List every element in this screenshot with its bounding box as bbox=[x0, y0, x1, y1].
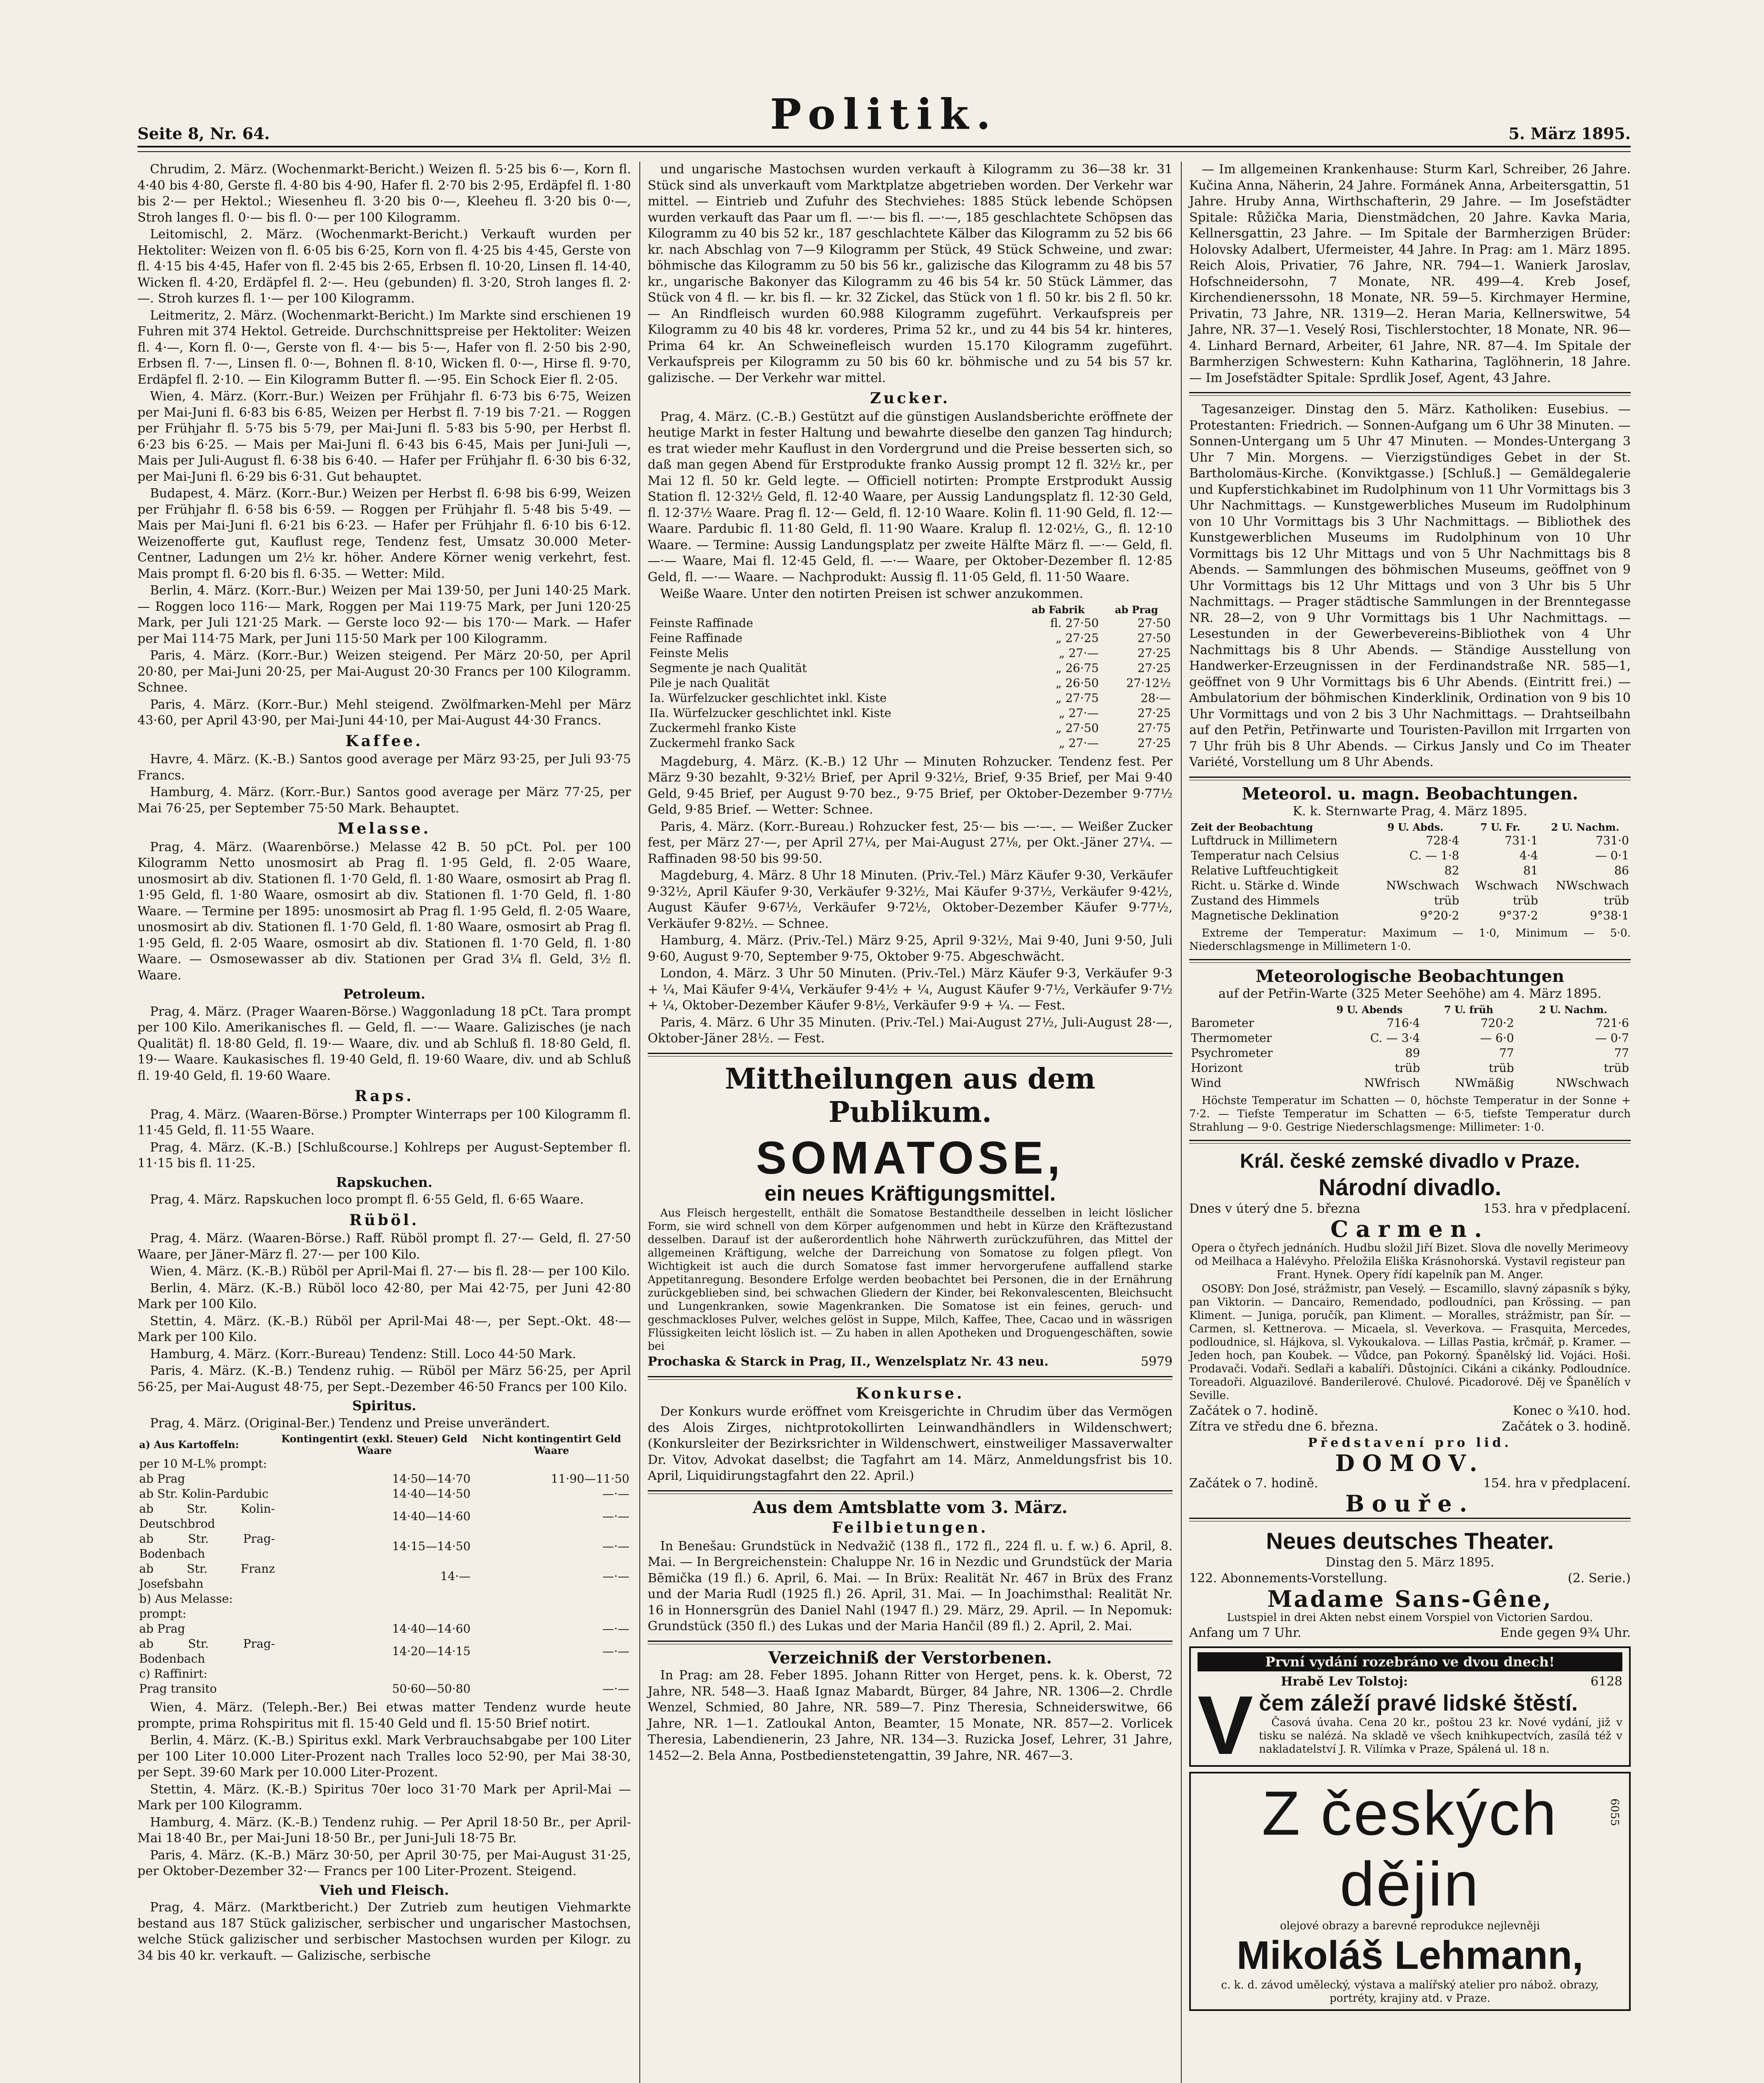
theater-num: 153. hra v předplacení. bbox=[1483, 1201, 1631, 1216]
play-title-domov: DOMOV. bbox=[1335, 1450, 1485, 1476]
section-heading-kaffee: Kaffee. bbox=[345, 732, 423, 750]
ad-somatose-text: Aus Fleisch hergestellt, enthält die Somatose Bestandtheile desselben in leicht löslicher Form, sie wird schnell von dem Körper aufgenommen und hebt in Kürze den Kräftezustand desselben. Darauf ist der außerordentlich hohe Nährwerth zurückzuführen, das Mittel der allgemeinen Kräftigung, welche der Darreichung von Somatose zu folgen pflegt. Von Wichtigkeit ist auch die durch Somatose fast immer hervorgerufene auffallend starke Appetitanregung. Besondere Erfolge werden beobachtet bei Personen, die in der Ernährung zurückgeblieben sind, bei schwachen Gliedern der Kinder, bei Rekonvalescenten, Bleichsucht und Lungenkranken, sowie Magenkranken. Die Somatose ist ein feines, geruch- und geschmackloses Pulver, welches gelöst in Suppe, Milch, Kaffee, Thee, Cacao und in wässrigen Flüssigkeiten leicht löslich ist. — Zu haben in allen Apotheken und Droguengeschäften, sowie bei bbox=[648, 1207, 1173, 1353]
spiritus-c-label: c) Raffinirt: bbox=[139, 1667, 207, 1681]
ndt-description: Lustspiel in drei Akten nebst einem Vorspiel von Victorien Sardou. bbox=[1227, 1611, 1593, 1624]
row-k: 14·50—14·70 bbox=[392, 1472, 471, 1486]
theater-national-title: Král. české zemské divadlo v Praze. bbox=[1240, 1150, 1580, 1172]
ad-number: 6128 bbox=[1590, 1674, 1622, 1689]
cell: Magnetische Deklination bbox=[1191, 908, 1339, 922]
divider bbox=[1189, 959, 1631, 963]
cell: C. — 3·4 bbox=[1370, 1031, 1420, 1045]
table-row bbox=[137, 1681, 631, 1696]
theater-national-subtitle: Národní divadlo. bbox=[1318, 1174, 1502, 1200]
ad-tolstoj-text: Časová úvaha. Cena 20 kr., poštou 23 kr. Nové vydání, již v tisku se nalézá. Na skladě ve všech knihkupectvích, zasílá též v nakladatelství J. R. Vilímka v Praze, Spálená ul. 18 n. bbox=[1259, 1716, 1622, 1756]
market-report: Budapest, 4. März. (Korr.-Bur.) Weizen per Herbst fl. 6·98 bis 6·99, Weizen per Frühjahr fl. 6·58 bis 6·59. — Roggen per Frühjahr fl. 5·48 bis 5·49. — Mais per Mai-Juni fl. 6·21 bis 6·23. — Hafer per Frühjahr fl. 6·10 bis 6·12. Weizenofferte gut, Kauflust rege, Tendenz fest, Umsatz 30.000 Meter-Centner, Ladungen um 2½ kr. höher. Andere Körner wenig verkehrt, fest. Mais prompt fl. 6·20 bis fl. 6·35. — Wetter: Mild. bbox=[137, 486, 631, 581]
cell: 9°38·1 bbox=[1589, 908, 1629, 922]
section-heading-konkurse: Konkurse. bbox=[856, 1384, 965, 1402]
market-report: und ungarische Mastochsen wurden verkauft à Kilogramm zu 36—38 kr. 31 Stück sind als unverkauft vom Marktplatze abgetrieben worden. Der Verkehr war mittel. — Eintrieb und Zufuhr des Stechviehes: 1885 Stück lebende Schöpsen wurden verkauft das Paar um fl. —·— bis fl. —·—, 185 geschlachtete Schöpsen das Kilogramm zu 40 bis 52 kr., 187 geschlachtete Kälber das Kilogramm zu 52 bis 66 kr. nach Abschlag von 7—9 Kilogramm per Stück, 49 Stück Schweine, und zwar: böhmische das Kilogramm zu 50 bis 56 kr., galizische das Kilogramm zu 48 bis 57 kr., ungarische Bakonyer das Kilogramm zu 46 bis 54 kr. 50 Stück Lämmer, das Stück von 4 fl. — kr. bis fl. — kr. 32 Zickel, das Stück von 1 fl. 50 kr. bis 2 fl. 50 kr. — An Rindfleisch wurden 60.988 Kilogramm zugeführt. Verkaufspreis per Kilogramm zu 40 bis 48 kr. vorderes, Prima 52 kr., und zu 44 bis 54 kr. hinteres, Prima 64 kr. An Schweinefleisch wurden 15.170 Kilogramm zugeführt. Verkaufspreis per Kilogramm zu 50 bis 60 kr. böhmische und zu 54 bis 57 kr. galizische. — Der Verkehr war mittel. bbox=[648, 162, 1173, 385]
market-report: Wien, 4. März. (K.-B.) Rüböl per April-Mai fl. 27·— bis fl. 28·— per 100 Kilo. bbox=[150, 1264, 630, 1279]
cell: 9°37·2 bbox=[1499, 908, 1538, 922]
market-report: Berlin, 4. März. (K.-B.) Rüböl loco 42·80, per Mai 42·75, per Juni 42·80 Mark per 100 Kilo. bbox=[137, 1281, 631, 1311]
row-a: „ 26·75 bbox=[1055, 661, 1099, 675]
cell: — 0·1 bbox=[1595, 848, 1629, 862]
table-row bbox=[1189, 1031, 1631, 1046]
spiritus-header-k: Kontingentirt (exkl. Steuer) Geld Waare bbox=[281, 1433, 468, 1456]
market-report: Stettin, 4. März. (K.-B.) Spiritus 70er loco 31·70 Mark per April-Mai — Mark per 100 Kilogramm. bbox=[137, 1782, 631, 1813]
page-header bbox=[137, 90, 1631, 152]
market-report: Leitmeritz, 2. März. (Wochenmarkt-Bericht.) Im Markte sind erschienen 19 Fuhren mit 374 Hektol. Getreide. Durchschnittspreise per Hektoliter: Weizen fl. 4·—, Korn fl. 0·—, Gerste von fl. 4·— bis 5·—, Hafer von fl. 2·50 bis 2·90, Erbsen fl. 7·—, Linsen fl. 0·—, Bohnen fl. 8·10, Wicken fl. 0·—, Hirse fl. 9·70, Erdäpfel fl. 2·10. — Ein Kilogramm Butter fl. —·95. Ein Schock Eier fl. 2·05. bbox=[137, 308, 631, 387]
ad-tolstoj-initial: V bbox=[1198, 1690, 1253, 1761]
market-report: Prag, 4. März. (Prager Waaren-Börse.) Waggonladung 18 pCt. Tara prompt per 100 Kilo. Amerikanisches fl. — Geld, fl. —·— Waare. Galizisches (je nach Qualität) fl. 18·80 Geld, fl. 19·— Waare, div. und ab Schluß fl. 18·80 Geld, fl. 19·— Waare. Kaukasisches fl. 19·40 Geld, fl. 19·60 Waare, div. und ab Schluß fl. 19·40 Geld, fl. 19·60 Waare. bbox=[137, 1004, 631, 1083]
domov-num: 154. hra v předplacení. bbox=[1483, 1476, 1631, 1491]
ad-tolstoj-banner: První vydání rozebráno ve dvou dnech! bbox=[1198, 1652, 1622, 1672]
cell: 721·6 bbox=[1595, 1016, 1629, 1030]
row-name: ab Str. Franz Josefsbahn bbox=[139, 1562, 275, 1591]
market-report: Prag, 4. März. (Waaren-Börse.) Raff. Rüböl prompt fl. 27·— Geld, fl. 27·50 Waare, per Jäner-März fl. 27·— per 100 Kilo. bbox=[137, 1231, 631, 1262]
market-report: Paris, 4. März. (Korr.-Bureau.) Rohzucker fest, 25·— bis —·—. — Weißer Zucker fest, per März 27·—, per April 27¼, per Mai-August 27⅛, per Okt.-Jäner 27¼. — Raffinaden 98·50 bis 99·50. bbox=[648, 819, 1173, 866]
column-1 bbox=[137, 162, 631, 1965]
ndt-date: Dinstag den 5. März 1895. bbox=[1325, 1555, 1495, 1570]
row-b: 27·75 bbox=[1137, 721, 1171, 735]
play-description: Opera o čtyřech jednáních. Hudbu složil Jiří Bizet. Slova dle novelly Merimeovy od Meilhaca a Halévyho. Přeložila Eliška Krásnohorská. Vystavil registeur pan Frant. Hynek. Opery řídí kapelník pan M. Anger. bbox=[1191, 1241, 1629, 1281]
ad-somatose-firm: Prochaska & Starck in Prag, II., Wenzelsplatz Nr. 43 neu. bbox=[648, 1354, 1049, 1369]
meteo2-subtitle: auf der Petřin-Warte (325 Meter Seehöhe) am 4. März 1895. bbox=[1218, 987, 1602, 1001]
play-end: Konec o ³⁄₄10. hod. bbox=[1512, 1403, 1631, 1418]
table-row bbox=[648, 676, 1173, 691]
page-date: 5. März 1895. bbox=[1508, 124, 1631, 143]
row-name: Zuckermehl franko Sack bbox=[649, 736, 795, 750]
row-k: 14·15—14·50 bbox=[392, 1539, 471, 1553]
market-report: Prag, 4. März. (Marktbericht.) Der Zutrieb zum heutigen Viehmarkte bestand aus 187 Stück galizischer, serbischer und ungarischer Mastochsen, welche Stück galizischer und serbischer Mastochsen wurden per Kilogr. zu 34 bis 40 kr. verkauft. — Galizische, serbische bbox=[137, 1900, 631, 1963]
domov-row bbox=[1189, 1476, 1631, 1492]
table-row bbox=[1189, 1061, 1631, 1076]
row-a: „ 27·— bbox=[1058, 646, 1099, 660]
market-report: Prag, 4. März. Rapskuchen loco prompt fl. 6·55 Geld, fl. 6·65 Waare. bbox=[150, 1192, 584, 1207]
row-name: ab Prag bbox=[139, 1472, 185, 1486]
next-play-date: Zítra ve středu dne 6. března. bbox=[1189, 1419, 1378, 1434]
row-a: „ 27·— bbox=[1058, 706, 1099, 720]
section-heading-verstorbene: Verzeichniß der Verstorbenen. bbox=[768, 1648, 1052, 1668]
cell: Temperatur nach Celsius bbox=[1191, 848, 1339, 862]
divider bbox=[1189, 777, 1631, 780]
divider bbox=[648, 1053, 1173, 1056]
market-report: Prag, 4. März. (K.-B.) [Schlußcourse.] Kohlreps per August-September fl. 11·15 bis fl. 11·25. bbox=[137, 1140, 631, 1171]
table-row bbox=[648, 646, 1173, 661]
meteo2-title: Meteorologische Beobachtungen bbox=[1255, 966, 1564, 986]
ad-lehmann-name: Mikoláš Lehmann, bbox=[1236, 1933, 1584, 1978]
row-name: Feinste Melis bbox=[649, 646, 729, 660]
row-a: „ 27·75 bbox=[1055, 691, 1099, 705]
theater-ndt-title: Neues deutsches Theater. bbox=[1266, 1527, 1554, 1554]
ndt-serie: (2. Serie.) bbox=[1567, 1571, 1631, 1586]
ad-somatose-title: SOMATOSE, bbox=[756, 1132, 1064, 1184]
row-b: 27·25 bbox=[1137, 706, 1171, 720]
market-report: Chrudim, 2. März. (Wochenmarkt-Bericht.) Weizen fl. 5·25 bis 6·—, Korn fl. 4·40 bis 4·80, Gerste fl. 4·80 bis 4·90, Hafer fl. 2·70 bis 2·95, Erdäpfel fl. 1·80 bis 2·— per Hektol.; Wiesenheu fl. 3·20 bis 0·—, Kleeheu fl. 3·20 bis 0·—, Stroh langes fl. 0·— bis fl. 0·— per 100 Kilogramm. bbox=[137, 162, 631, 225]
row-b: 27·25 bbox=[1137, 646, 1171, 660]
row-n: —·— bbox=[602, 1509, 629, 1523]
col-header: 7 U. Fr. bbox=[1480, 821, 1520, 833]
market-report: Berlin, 4. März. (K.-B.) Spiritus exkl. Mark Verbrauchsabgabe per 100 Liter per 100 Liter 10.000 Liter-Prozent nach Tralles loco 52·90, per Mai 38·30, per Sept. 39·60 Mark per 10.000 Liter-Prozent. bbox=[137, 1733, 631, 1780]
cell: Zustand des Himmels bbox=[1191, 893, 1320, 907]
market-report: Stettin, 4. März. (K.-B.) Rüböl per April-Mai 48·—, per Sept.-Okt. 48·— Mark per 100 Kilo. bbox=[137, 1314, 631, 1344]
play-cast: OSOBY: Don José, strážmistr, pan Veselý. — Escamillo, slavný zápasník s býky, pan Viktorin. — Dancairo, Remendado, podloudníci, pan Krössing. — pan Kliment. — Juniga, poručík, pan Kliment. — Moralles, strážmistr, pan Šír. — Carmen, sl. Kettnerova. — Micaela, sl. Veverkova. — Frasquita, Mercedes, podloudnice, sl. Hájkova, sl. Vykoukalova. — Lillas Pastia, krčmář, p. Kramer. — Jeden hoch, pan Koubek. — Vůdce, pan Pokorný. Španělský lid. Vojáci. Hoši. Prodavači. Vodaři. Sedlaři a kabalíři. Důstojníci. Cikáni a cikánky. Podloudníce. Toreadoři. Alguazilové. Banderilerové. Chulové. Picadorové. Děj ve Španělích v Seville. bbox=[1189, 1282, 1631, 1402]
table-row bbox=[1189, 1076, 1631, 1091]
spiritus-table bbox=[137, 1433, 631, 1696]
cell: Wschwach bbox=[1475, 878, 1538, 892]
page-title: Politik. bbox=[770, 90, 998, 139]
ndt-end: Ende gegen 9¾ Uhr. bbox=[1500, 1626, 1631, 1640]
market-report: Wien, 4. März. (Korr.-Bur.) Weizen per Frühjahr fl. 6·73 bis 6·75, Weizen per Mai-Juni fl. 6·83 bis 6·85, Weizen per Herbst fl. 7·19 bis 7·21. — Roggen per Frühjahr fl. 5·75 bis 5·79, per Mai-Juni fl. 5·83 bis 5·90, per Herbst fl. 6·23 bis 6·25. — Mais per Mai-Juni fl. 6·43 bis 6·45, Mais per Juni-Juli —, Mais per Juli-August fl. 6·38 bis 6·40. — Hafer per Frühjahr fl. 6·30 bis 6·32, per Mai-Juni fl. 6·29 bis 6·31. Gut behauptet. bbox=[137, 389, 631, 484]
market-report: Prag, 4. März. (Waaren-Börse.) Prompter Winterraps per 100 Kilogramm fl. 11·45 Geld, fl. 11·55 Waare. bbox=[137, 1107, 631, 1138]
market-report: London, 4. März. 3 Uhr 50 Minuten. (Priv.-Tel.) März Käufer 9·3, Verkäufer 9·3 + ¼, Mai Käufer 9·4¼, Verkäufer 9·4½ + ¼, August Käufer 9·7½, Verkäufer 9·7½ + ¼, Oktober-Dezember Käufer 9·8½, Verkäufer 9·9 + ¼. — Fest. bbox=[648, 966, 1173, 1013]
cell: 82 bbox=[1444, 863, 1460, 877]
table-row bbox=[137, 1486, 631, 1501]
col-header: 9 U. Abends bbox=[1336, 1003, 1403, 1016]
cell: Wind bbox=[1191, 1076, 1222, 1090]
row-a: „ 27·25 bbox=[1055, 631, 1099, 645]
row-b: 27·50 bbox=[1137, 631, 1171, 645]
row-n: —·— bbox=[602, 1682, 629, 1696]
table-row bbox=[648, 691, 1173, 706]
section-heading-mittheilungen: Mittheilungen aus dem Publikum. bbox=[725, 1062, 1095, 1129]
ad-lehmann bbox=[1189, 1772, 1631, 2011]
ad-lehmann-footer: c. k. d. závod umělecký, výstava a malířský atelier pro nábož. obrazy, portréty, krajiny atd. v Praze. bbox=[1221, 1978, 1599, 2005]
section-heading-melasse: Melasse. bbox=[337, 820, 431, 837]
meteo2-extra: Höchste Temperatur im Schatten — 0, höchste Temperatur in der Sonne + 7·2. — Tiefste Temperatur im Schatten — 6·5, tiefste Temperatur durch Strahlung — 9·0. Gestrige Niederschlagsmenge: Millimeter: 1·0. bbox=[1189, 1094, 1631, 1134]
theater-national-date-row bbox=[1189, 1201, 1631, 1217]
row-k: 14·— bbox=[440, 1569, 471, 1583]
table-row bbox=[137, 1621, 631, 1636]
row-b: 27·25 bbox=[1137, 736, 1171, 750]
cell: 89 bbox=[1405, 1046, 1420, 1060]
market-report: Magdeburg, 4. März. (K.-B.) 12 Uhr — Minuten Rohzucker. Tendenz fest. Per März 9·30 bezahlt, 9·32½ Brief, per April 9·32½, Brief, 9·35 Brief, per Mai 9·40 Geld, 9·45 Brief, per August 9·70 bez., 9·75 Brief, per Oktober-Dezember 9·77½ Geld, 9·85 Brief. — Wetter: Schnee. bbox=[648, 754, 1173, 817]
cell: trüb bbox=[1512, 893, 1538, 907]
cell: 728·4 bbox=[1426, 833, 1460, 847]
col-header: 7 U. früh bbox=[1444, 1003, 1494, 1016]
row-a: fl. 27·50 bbox=[1050, 616, 1099, 630]
row-n: —·— bbox=[602, 1487, 629, 1501]
tagesanzeiger: Tagesanzeiger. Dinstag den 5. März. Katholiken: Eusebius. — Protestanten: Friedrich. — Sonnen-Aufgang um 6 Uhr 38 Minuten. — Sonnen-Untergang um 5 Uhr 47 Minuten. — Mondes-Untergang 3 Uhr 7 Min. Morgens. — Vierzigstündiges Gebet in der St. Bartholomäus-Kirche. (Konviktgasse.) [Schluß.] — Gemäldegalerie und Kupferstichkabinet im Rudolphinum von 11 Uhr Vormittags bis 3 Uhr Nachmittags. — Kunstgewerbliches Museum im Rudolphinum von 10 Uhr Vormittags bis 3 Uhr Nachmittags. — Bibliothek des Kunstgewerblichen Museums im Rudolphinum von 10 Uhr Vormittags bis 12 Uhr Mittags und von 5 Uhr Nachmittags bis 8 Abends. — Sammlungen des böhmischen Museums, geöffnet von 9 Uhr Vormittags bis 12 Uhr Mittags und von 3 Uhr bis 5 Uhr Nachmittags. — Prager städtische Sammlungen in der Brenntegasse NR. 28—2, von 9 Uhr Vormittags bis 1 Uhr Nachmittags. — Lesestunden in der Gewerbevereins-Bibliothek von 4 Uhr Nachmittags bis 8 Uhr Abends. — Ständige Ausstellung von Handwerker-Erzeugnissen in der Ferdinandstraße NR. 585—1, geöffnet von 9 Uhr Vormittags bis 6 Uhr Abends. (Eintritt frei.) — Ambulatorium der böhmischen Kinderklinik, Ordination von 9 bis 10 Uhr Vormittags und von 2 bis 3 Uhr Nachmittags. — Drahtseilbahn auf den Petřin, Petřinwarte und Touristen-Pavillon mit Irrgarten von 7 Uhr früh bis 8 Uhr Abends. — Cirkus Jansly und Co im Theater Variété, Vorstellung um 8 Uhr Abends. bbox=[1189, 402, 1631, 769]
ad-lehmann-desc: olejové obrazy a barevné reprodukce nejlevněji bbox=[1280, 1919, 1540, 1932]
row-name: Feine Raffinade bbox=[649, 631, 743, 645]
header-ab-prag: ab Prag bbox=[1115, 603, 1158, 616]
cell: trüb bbox=[1434, 893, 1460, 907]
row-name: Pile je nach Qualität bbox=[649, 676, 770, 690]
ndt-times bbox=[1189, 1625, 1631, 1641]
market-report: Wien, 4. März. (Teleph.-Ber.) Bei etwas matter Tendenz wurde heute prompte, prima Rohspiritus mit fl. 15·40 Geld und fl. 15·50 Brief notirt. bbox=[137, 1700, 631, 1731]
row-n: —·— bbox=[602, 1644, 629, 1658]
market-report: Paris, 4. März. 6 Uhr 35 Minuten. (Priv.-Tel.) Mai-August 27½, Juli-August 28·—, Oktober-Jäner 28½. — Fest. bbox=[648, 1015, 1173, 1046]
cell: Richt. u. Stärke d. Winde bbox=[1191, 878, 1340, 892]
table-row bbox=[648, 736, 1173, 751]
cell: Horizont bbox=[1191, 1061, 1243, 1075]
notice: Der Konkurs wurde eröffnet vom Kreisgerichte in Chrudim über das Vermögen des Alois Zirges, nichtprotokollirten Leinwandhändlers in Wildenschwert; (Konkursleiter der Bezirksrichter in Wildenschwert, einstweiliger Massaverwalter Dr. Vitov, Advokat daselbst; die Tagfahrt am 14. März, Anmeldungsfrist bis 10. April, Liquidirungstagfahrt den 22. April.) bbox=[648, 1404, 1173, 1483]
market-report: Paris, 4. März. (K.-B.) Tendenz ruhig. — Rüböl per März 56·25, per April 56·25, per Mai-August 48·75, per Sept.-Dezember 46·50 Francs per 100 Kilo. bbox=[137, 1364, 631, 1394]
play-title-boure: Bouře. bbox=[1345, 1490, 1475, 1517]
row-k: 14·40—14·60 bbox=[392, 1622, 471, 1636]
table-row bbox=[137, 1501, 631, 1531]
spiritus-header-n: Nicht kontingentirt Geld Waare bbox=[482, 1433, 621, 1456]
col-header: 9 U. Abds. bbox=[1387, 821, 1444, 833]
section-heading-feilbietungen: Feilbietungen. bbox=[832, 1519, 988, 1536]
row-k: 14·40—14·60 bbox=[392, 1509, 471, 1523]
table-row bbox=[648, 661, 1173, 676]
row-n: 11·90—11·50 bbox=[551, 1472, 629, 1486]
cell: Relative Luftfeuchtigkeit bbox=[1191, 863, 1338, 877]
weisse-waare-intro: Weiße Waare. Unter den notirten Preisen ist schwer anzukommen. bbox=[660, 587, 1083, 601]
table-row bbox=[648, 616, 1173, 631]
spiritus-b-label: b) Aus Melasse: bbox=[139, 1592, 233, 1606]
row-name: ab Str. Prag-Bodenbach bbox=[139, 1637, 275, 1666]
cell: — 6·0 bbox=[1480, 1031, 1514, 1045]
row-a: „ 27·50 bbox=[1055, 721, 1099, 735]
column-divider bbox=[1181, 162, 1182, 2083]
col-header: Zeit der Beobachtung bbox=[1191, 821, 1313, 833]
table-row bbox=[1189, 833, 1631, 848]
row-b: 27·12½ bbox=[1126, 676, 1171, 690]
table-row bbox=[137, 1471, 631, 1486]
cell: 4·4 bbox=[1519, 848, 1538, 862]
cell: trüb bbox=[1489, 1061, 1514, 1075]
table-row bbox=[1189, 1016, 1631, 1031]
section-heading-raps: Raps. bbox=[354, 1087, 414, 1105]
header-rule bbox=[137, 146, 1631, 152]
ad-tolstoj bbox=[1189, 1646, 1631, 1767]
section-heading-zucker: Zucker. bbox=[870, 390, 951, 407]
divider bbox=[648, 1376, 1173, 1380]
row-b: 28·— bbox=[1140, 691, 1171, 705]
notice: In Benešau: Grundstück in Nedvažič (138 fl., 172 fl., 224 fl. u. f. w.) 6. April, 8. Mai. — In Bergreichenstein: Chaluppe Nr. 16 in Nezdic und Grundstück der Maria Bĕmička (19 fl.) 6. April, 6. Mai. — In Brüx: Realität Nr. 467 in Brüx des Franz und der Maria Rudl (1925 fl.) 26. April, 31. Mai. — In Joachimsthal: Realität Nr. 16 in Honnersgrün des Daniel Nahl (1947 fl.) 29. März, 29. April. — In Nepomuk: Grundstück (350 fl.) des Lukas und der Maria Hančil (89 fl.) 2. April, 2. Mai. bbox=[648, 1539, 1173, 1633]
cell: Psychrometer bbox=[1191, 1046, 1273, 1060]
market-report: Hamburg, 4. März. (Priv.-Tel.) März 9·25, April 9·32½, Mai 9·40, Juni 9·50, Juli 9·60, August 9·70, September 9·75, Oktober 9·75. Abgeschwächt. bbox=[648, 933, 1173, 964]
ndt-start: Anfang um 7 Uhr. bbox=[1189, 1626, 1302, 1640]
row-n: —·— bbox=[602, 1539, 629, 1553]
cell: 716·4 bbox=[1387, 1016, 1420, 1030]
table-row bbox=[137, 1636, 631, 1666]
row-name: Zuckermehl franko Kiste bbox=[649, 721, 796, 735]
row-k: 14·20—14·15 bbox=[392, 1644, 471, 1658]
header-ab-fabrik: ab Fabrik bbox=[1031, 603, 1085, 616]
ad-number: 6055 bbox=[1608, 1798, 1621, 1826]
play-title-sans-gene: Madame Sans-Gêne, bbox=[1267, 1585, 1553, 1612]
section-heading-rapskuchen: Rapskuchen. bbox=[336, 1174, 433, 1190]
cell: 731·1 bbox=[1505, 833, 1538, 847]
row-name: ab Str. Prag-Bodenbach bbox=[139, 1532, 275, 1561]
row-a: „ 26·50 bbox=[1055, 676, 1099, 690]
meteo1-title: Meteorol. u. magn. Beobachtungen. bbox=[1242, 784, 1578, 804]
play-title-carmen: Carmen. bbox=[1330, 1216, 1490, 1242]
market-report: Berlin, 4. März. (Korr.-Bur.) Weizen per Mai 139·50, per Juni 140·25 Mark. — Roggen loco 116·— Mark, Roggen per Mai 119·75 Mark, per Juni 120·25 Mark, per Juli 121·25 Mark. — Gerste loco 92·— bis 170·— Mark. — Hafer per Mai 114·75 Mark, per Juni 115·50 Mark per 100 Kilogramm. bbox=[137, 583, 631, 646]
cell: trüb bbox=[1395, 1061, 1420, 1075]
row-n: —·— bbox=[602, 1569, 629, 1583]
section-heading-vieh: Vieh und Fleisch. bbox=[319, 1882, 449, 1898]
table-row bbox=[1189, 848, 1631, 863]
market-report: Prag, 4. März. (Original-Ber.) Tendenz und Preise unverändert. bbox=[150, 1416, 550, 1431]
play-times bbox=[1189, 1403, 1631, 1419]
domov-start: Začátek o 7. hodině. bbox=[1189, 1476, 1318, 1491]
column-3 bbox=[1189, 162, 1631, 2016]
meteo1-subtitle: K. k. Sternwarte Prag, 4. März 1895. bbox=[1292, 804, 1527, 819]
row-b: 27·25 bbox=[1137, 661, 1171, 675]
table-row bbox=[1189, 1046, 1631, 1061]
ad-number: 5979 bbox=[1140, 1354, 1173, 1369]
table-row bbox=[1189, 863, 1631, 878]
theater-date: Dnes v úterý dne 5. března bbox=[1189, 1201, 1360, 1216]
cell: 86 bbox=[1614, 863, 1629, 877]
cell: NWmäßig bbox=[1455, 1076, 1514, 1090]
cell: Luftdruck in Millimetern bbox=[1191, 833, 1337, 847]
zucker-table bbox=[648, 604, 1173, 751]
table-row bbox=[1189, 908, 1631, 923]
spiritus-b-sub: prompt: bbox=[139, 1607, 187, 1621]
table-row bbox=[648, 706, 1173, 721]
section-heading-amtsblatt: Aus dem Amtsblatte vom 3. März. bbox=[753, 1497, 1068, 1517]
spiritus-a-label: a) Aus Kartoffeln: bbox=[139, 1439, 239, 1451]
ad-tolstoj-author-row bbox=[1198, 1674, 1622, 1690]
row-name: ab Str. Kolin-Deutschbrod bbox=[139, 1502, 275, 1531]
row-k: 50·60—50·80 bbox=[392, 1682, 471, 1696]
row-name: ab Str. Kolin-Pardubic bbox=[139, 1487, 269, 1501]
row-b: 27·50 bbox=[1137, 616, 1171, 630]
ad-somatose-subtitle: ein neues Kräftigungsmittel. bbox=[764, 1181, 1056, 1206]
cell: trüb bbox=[1604, 1061, 1629, 1075]
table-row bbox=[1189, 878, 1631, 893]
market-report: Paris, 4. März. (Korr.-Bur.) Weizen steigend. Per März 20·50, per April 20·80, per Mai-Juni 20·25, per Mai-August 20·30 Francs per 100 Kilogramm. Schnee. bbox=[137, 648, 631, 695]
column-divider bbox=[639, 162, 640, 2083]
market-report: Paris, 4. März. (Korr.-Bur.) Mehl steigend. Zwölfmarken-Mehl per März 43·60, per April 43·90, per Mai-Juni 44·10, per Mai-August 44·30 Francs. bbox=[137, 697, 631, 728]
row-name: Ia. Würfelzucker geschlichtet inkl. Kiste bbox=[649, 691, 887, 705]
notice: In Prag: am 28. Feber 1895. Johann Ritter von Herget, pens. k. k. Oberst, 72 Jahre, NR. 548—3. Haaß Ignaz Mabardt, Bürger, 84 Jahre, NR. 1306—2. Chrdle Wenzel, Schmied, 80 Jahre, NR. 589—7. Pinz Theresia, Schneiderswitwe, 66 Jahre, NR. 1—1. Zatloukal Anton, Beamter, 15 Monate, NR. 857—2. Vorlicek Theresia, Labendienerin, 23 Jahre, NR. 134—3. Ruzicka Josef, Lehrer, 31 Jahre, 1452—2. Bela Anna, Postbedienstetengattin, 39 Jahre, NR. 467—3. bbox=[648, 1668, 1173, 1763]
spiritus-a-sub: per 10 M-L% prompt: bbox=[139, 1457, 267, 1471]
cell: 720·2 bbox=[1480, 1016, 1514, 1030]
cell: 77 bbox=[1614, 1046, 1629, 1060]
market-report: Hamburg, 4. März. (Korr.-Bureau) Tendenz: Still. Loco 44·50 Mark. bbox=[150, 1346, 576, 1361]
meteo1-table bbox=[1189, 822, 1631, 923]
cell: NWschwach bbox=[1556, 878, 1629, 892]
table-row bbox=[137, 1531, 631, 1561]
cell: Thermometer bbox=[1191, 1031, 1272, 1045]
table-row bbox=[648, 631, 1173, 646]
ad-lehmann-title: Z českých dějin bbox=[1262, 1778, 1558, 1919]
notice: — Im allgemeinen Krankenhause: Sturm Karl, Schreiber, 26 Jahre. Kučina Anna, Näherin, 24 Jahre. Formánek Anna, Arbeitersgattin, 51 Jahre. Hruby Anna, Wirthschafterin, 29 Jahre. — Im Josefstädter Spitale: Růžička Maria, Dienstmädchen, 20 Jahre. Kavka Maria, Kellnersgattin, 23 Jahre. — Im Spitale der Barmherzigen Brüder: Holovsky Adalbert, Ufermeister, 44 Jahre. In Prag: am 1. März 1895. Reich Alois, Privatier, 76 Jahre, NR. 794—1. Wanierk Jaroslav, Hofschneidersohn, 7 Monate, NR. 499—4. Kreb Josef, Kirchendienerssohn, 18 Monate, NR. 59—5. Kirchmayer Hermine, Privatin, 73 Jahre, NR. 1319—2. Heran Maria, Kellnerswitwe, 54 Jahre, NR. 37—1. Veselý Rosi, Tischlerstochter, 18 Monate, NR. 96—4. Linhard Bernard, Arbeiter, 61 Jahre, NR. 87—4. Im Spitale der Barmherzigen Schwestern: Kuhn Katharina, Taglöhnerin, 18 Jahre. — Im Josefstädter Spitale: Sprdlik Josef, Agent, 43 Jahre. bbox=[1189, 162, 1631, 385]
meteo1-extreme: Extreme der Temperatur: Maximum — 1·0, Minimum — 5·0. Niederschlagsmenge in Millimetern 1·0. bbox=[1189, 927, 1631, 953]
market-report: Prag, 4. März. (C.-B.) Gestützt auf die günstigen Auslandsberichte eröffnete der heutige Markt in fester Haltung und bewahrte dieselbe den ganzen Tag hindurch; es trat wieder mehr Kauflust in den Vordergrund und die Preise besserten sich, so daß man gegen Abend für Erstprodukte franko Aussig prompt 12 fl. 32½ kr., per Mai 12 fl. 50 kr. Geld legte. — Officiell notirten: Prompte Erstprodukt Aussig Station fl. 12·32½ Geld, fl. 12·40 Waare, per Aussig Landungsplatz fl. 12·30 Geld, fl. 12·37½ Waare. Prag fl. 12·— Geld, fl. 12·10 Waare. Kolin fl. 11·90 Geld, fl. 12·— Waare. Pardubic fl. 11·80 Geld, fl. 11·90 Waare. Kralup fl. 12·02½, G., fl. 12·10 Waare. — Termine: Aussig Landungsplatz per zweite Hälfte März fl. —·— Geld, fl. —·— Waare, Mai fl. 12·45 Geld, fl. —·— Waare, per Oktober-Dezember fl. 12·85 Geld, fl. —·— Waare. — Nachprodukt: Aussig fl. 11·05 Geld, fl. 11·50 Waare. bbox=[648, 409, 1173, 584]
table-row bbox=[648, 721, 1173, 736]
market-report: Paris, 4. März. (K.-B.) März 30·50, per April 30·75, per Mai-August 31·25, per Oktober-Dezember 32·— Francs per 100 Liter-Prozent. Steigend. bbox=[137, 1848, 631, 1878]
row-name: ab Prag bbox=[139, 1622, 185, 1636]
row-name: Prag transito bbox=[139, 1682, 217, 1696]
ad-tolstoj-body bbox=[1198, 1690, 1622, 1761]
cell: — 0·7 bbox=[1595, 1031, 1629, 1045]
row-name: Segmente je nach Qualität bbox=[649, 661, 807, 675]
predstaveni-label: Představení pro lid. bbox=[1307, 1435, 1512, 1450]
ndt-num: 122. Abonnements-Vorstellung. bbox=[1189, 1571, 1387, 1586]
meteo2-table bbox=[1189, 1004, 1631, 1091]
cell: 9°20·2 bbox=[1420, 908, 1460, 922]
cell: trüb bbox=[1604, 893, 1629, 907]
divider bbox=[648, 1641, 1173, 1644]
play-start: Začátek o 7. hodině. bbox=[1189, 1403, 1318, 1418]
cell: 81 bbox=[1523, 863, 1538, 877]
section-heading-rubol: Rüböl. bbox=[349, 1211, 419, 1229]
divider bbox=[648, 1490, 1173, 1494]
next-play-start: Začátek o 3. hodině. bbox=[1502, 1419, 1631, 1434]
row-k: 14·40—14·50 bbox=[392, 1487, 471, 1501]
market-report: Havre, 4. März. (K.-B.) Santos good average per März 93·25, per Juli 93·75 Francs. bbox=[137, 752, 631, 783]
ndt-row bbox=[1189, 1571, 1631, 1587]
col-header: 2 U. Nachm. bbox=[1551, 821, 1619, 833]
cell: 77 bbox=[1499, 1046, 1514, 1060]
market-report: Leitomischl, 2. März. (Wochenmarkt-Bericht.) Verkauft wurden per Hektoliter: Weizen von fl. 6·05 bis 6·25, Korn von fl. 4·25 bis 4·45, Gerste von fl. 4·15 bis 4·45, Hafer von fl. 2·45 bis 2·65, Erbsen fl. 10·20, Linsen fl. 14·40, Wicken fl. 4·20, Erdäpfel fl. 2·—. Heu (gebunden) fl. 3·20, Stroh langes fl. 2·—. Stroh kurzes fl. 1·— per 100 Kilogramm. bbox=[137, 227, 631, 306]
page-number: Seite 8, Nr. 64. bbox=[137, 124, 270, 143]
market-report: Hamburg, 4. März. (K.-B.) Tendenz ruhig. — Per April 18·50 Br., per April-Mai 18·40 Br., per Mai-Juni 18·50 Br., per Juni-Juli 18·75 Br. bbox=[137, 1815, 631, 1846]
divider bbox=[1189, 1518, 1631, 1521]
table-row bbox=[1189, 893, 1631, 908]
row-n: —·— bbox=[602, 1622, 629, 1636]
column-2 bbox=[648, 162, 1173, 1765]
section-heading-spiritus: Spiritus. bbox=[352, 1398, 417, 1414]
row-name: IIa. Würfelzucker geschlichtet inkl. Kiste bbox=[649, 706, 891, 720]
market-report: Prag, 4. März. (Waarenbörse.) Melasse 42 B. 50 pCt. Pol. per 100 Kilogramm Netto unosmosirt ab Prag fl. 1·95 Geld, fl. 2·05 Waare, unosmosirt ab div. Stationen fl. 1·70 Geld, fl. 1·80 Waare, osmosirt ab Prag fl. 1·95 Geld, fl. 1·80 Waare, osmosirt ab div. Stationen fl. 1·70 Geld, fl. 1·80 Waare. — Termine per 1895: unosmosirt ab Prag fl. 1·95 Geld, fl. 2·05 Waare, unosmosirt ab div. Stationen fl. 1·70 Geld, fl. 1·80 Waare, osmosirt ab Prag fl. 1·95 Geld, fl. 2·05 Waare, osmosirt ab div. Stationen fl. 1·70 Geld, fl. 1·80 Waare. — Osmosewasser ab div. Stationen per Grad 3¼ fl. Geld, 3½ fl. Waare. bbox=[137, 839, 631, 983]
market-report: Hamburg, 4. März. (Korr.-Bur.) Santos good average per März 77·25, per Mai 76·25, per September 75·50 Mark. Behauptet. bbox=[137, 785, 631, 816]
next-play-row bbox=[1189, 1419, 1631, 1435]
cell: C. — 1·8 bbox=[1409, 848, 1460, 862]
col-header: 2 U. Nachm. bbox=[1539, 1003, 1607, 1016]
market-report: Magdeburg, 4. März. 8 Uhr 18 Minuten. (Priv.-Tel.) März Käufer 9·30, Verkäufer 9·32½, April Käufer 9·30, Verkäufer 9·32½, Mai Käufer 9·37½, Verkäufer 9·42½, August Käufer 9·67½, Verkäufer 9·72½, Oktober-Dezember Käufer 9·77½, Verkäufer 9·82½. — Schnee. bbox=[648, 868, 1173, 931]
row-a: „ 27·— bbox=[1058, 736, 1099, 750]
cell: 731·0 bbox=[1595, 833, 1629, 847]
ad-lehmann-header bbox=[1198, 1778, 1622, 1919]
table-row bbox=[137, 1561, 631, 1591]
divider bbox=[1189, 1140, 1631, 1144]
cell: NWschwach bbox=[1386, 878, 1460, 892]
cell: NWfrisch bbox=[1364, 1076, 1420, 1090]
cell: Barometer bbox=[1191, 1016, 1254, 1030]
ad-tolstoj-author: Hrabě Lev Tolstoj: bbox=[1281, 1674, 1408, 1689]
divider bbox=[1189, 392, 1631, 396]
col-header bbox=[1189, 1004, 1317, 1016]
row-name: Feinste Raffinade bbox=[649, 616, 754, 630]
section-heading-petroleum: Petroleum. bbox=[343, 986, 426, 1002]
ad-somatose-footer bbox=[648, 1354, 1173, 1370]
cell: NWschwach bbox=[1556, 1076, 1629, 1090]
ad-tolstoj-title: čem záleží pravé lidské štěstí. bbox=[1259, 1690, 1578, 1716]
